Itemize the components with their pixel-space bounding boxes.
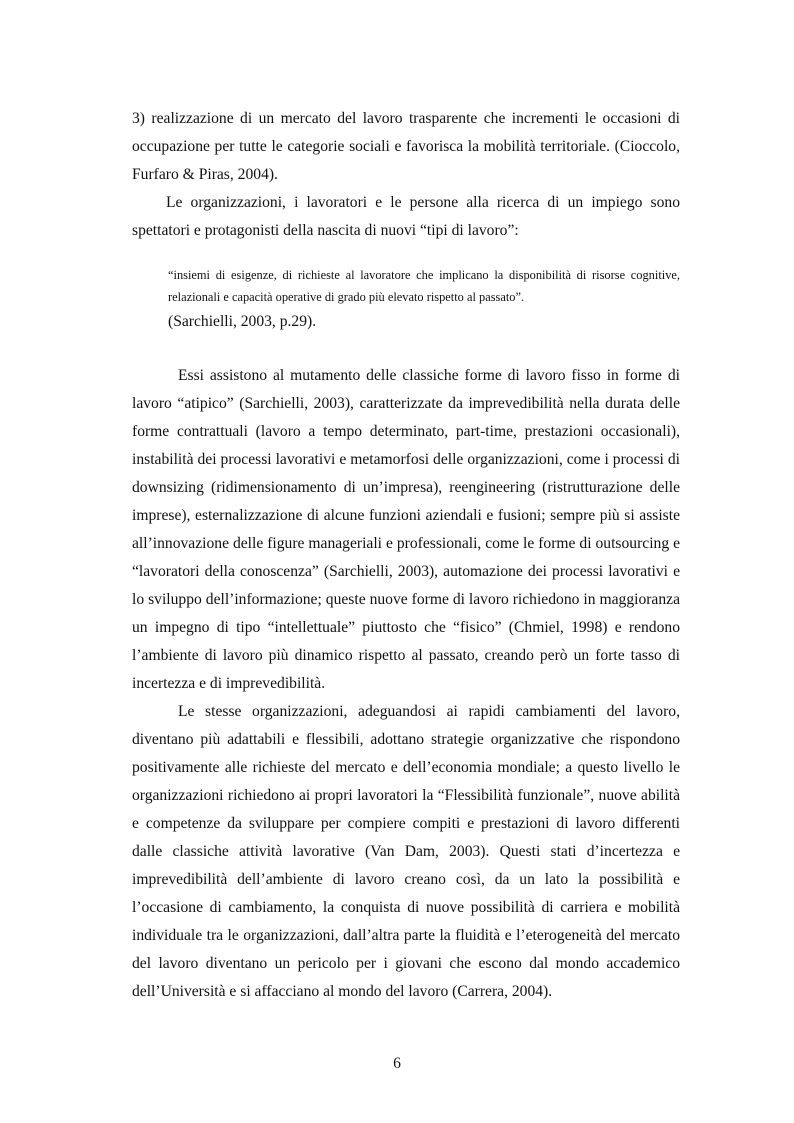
document-page (132, 105, 680, 1006)
quote-citation: (Sarchielli, 2003, p.29). (168, 313, 317, 330)
block-quote: “insiemi di esigenze, di richieste al lavoratore che implicano la disponibilità di risorse cognitive, relazionali e capacità operative di grado più elevato rispetto al passato”. (168, 268, 680, 304)
paragraph-1: 3) realizzazione di un mercato del lavoro trasparente che incrementi le occasioni di occupazione per tutte le categorie sociali e favorisca la mobilità territoriale. (Cioccolo, Furfaro & Piras, 2004). (132, 110, 680, 183)
page-number: 6 (393, 1055, 401, 1072)
paragraph-3: Essi assistono al mutamento delle classiche forme di lavoro fisso in forme di lavoro “atipico” (Sarchielli, 2003), caratterizzate da imprevedibilità nella durata delle forme contrattuali (lavoro a tempo determinato, part-time, prestazioni occasionali), instabilità dei processi lavorativi e metamorfosi delle organizzazioni, come i processi di downsizing (ridimensionamento di un’impresa), reengineering (ristrutturazione delle imprese), esternalizzazione di alcune funzioni aziendali e fusioni; sempre più si assiste all’innovazione delle figure manageriali e professionali, come le forme di outsourcing e “lavoratori della conoscenza” (Sarchielli, 2003), automazione dei processi lavorativi e lo sviluppo dell’informazione; queste nuove forme di lavoro richiedono in maggioranza un impegno di tipo “intellettuale” piuttosto che “fisico” (Chmiel, 1998) e rendono l’ambiente di lavoro più dinamico rispetto al passato, creando però un forte tasso di incertezza e di imprevedibilità. (132, 367, 680, 692)
paragraph-4: Le stesse organizzazioni, adeguandosi ai rapidi cambiamenti del lavoro, diventano più adattabili e flessibili, adottano strategie organizzative che rispondono positivamente alle richieste del mercato e dell’economia mondiale; a questo livello le organizzazioni richiedono ai propri lavoratori la “Flessibilità funzionale”, nuove abilità e competenze da sviluppare per compiere compiti e prestazioni di lavoro differenti dalle classiche attività lavorative (Van Dam, 2003). Questi stati d’incertezza e imprevedibilità dell’ambiente di lavoro creano così, da un lato la possibilità e l’occasione di cambiamento, la conquista di nuove possibilità di carriera e mobilità individuale tra le organizzazioni, dall’altra parte la fluidità e l’eterogeneità del mercato del lavoro diventano un pericolo per i giovani che escono dal mondo accademico dell’Università e si affacciano al mondo del lavoro (Carrera, 2004). (132, 703, 680, 1000)
paragraph-2: Le organizzazioni, i lavoratori e le persone alla ricerca di un impiego sono spettatori e protagonisti della nascita di nuovi “tipi di lavoro”: (132, 194, 680, 239)
